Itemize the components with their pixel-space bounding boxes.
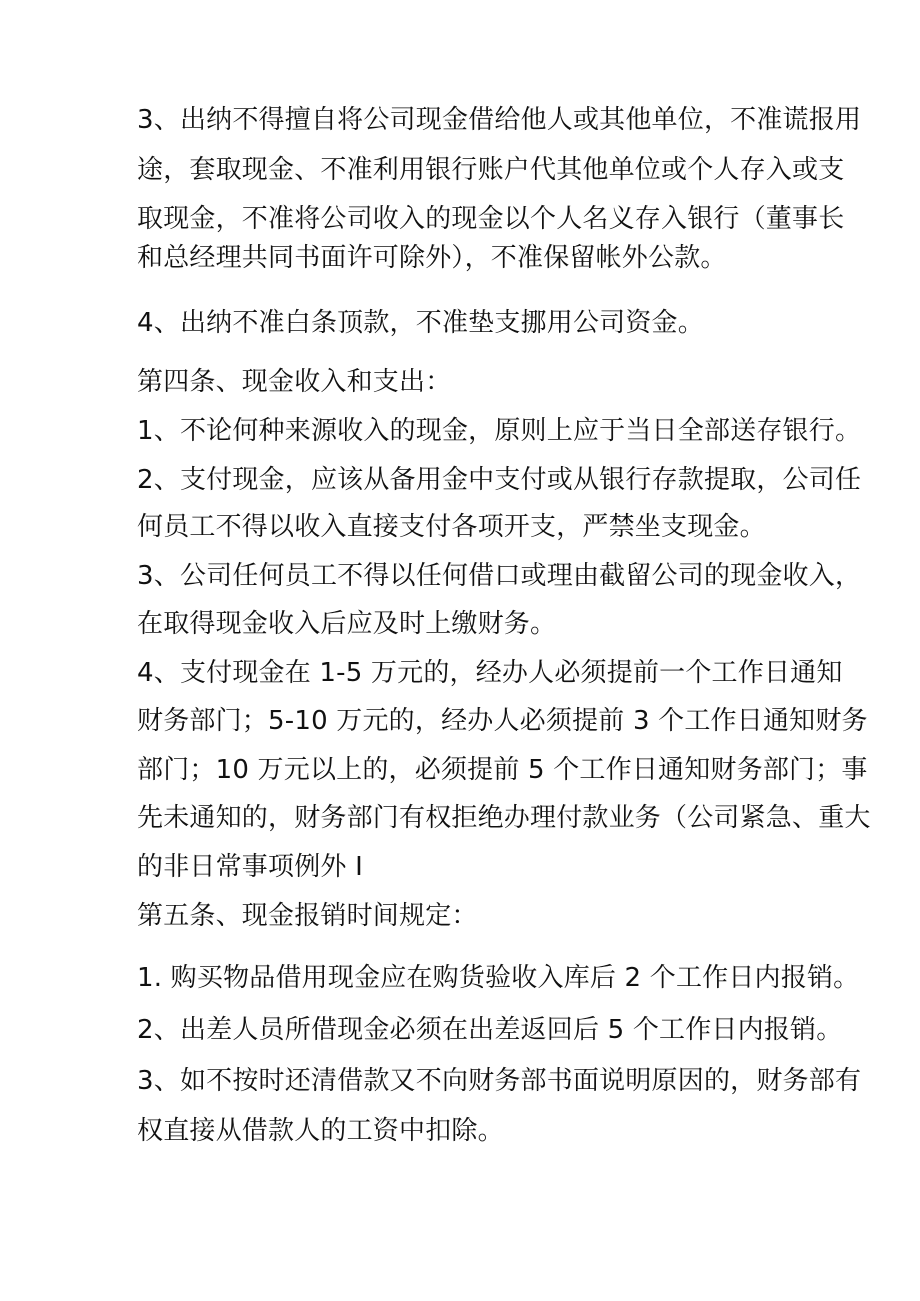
text-line: 3、公司任何员工不得以任何借口或理由截留公司的现金收入， [137, 561, 862, 591]
text-line: 取现金，不准将公司收入的现金以个人名义存入银行（董事长 [137, 204, 845, 234]
text-line: 2、支付现金，应该从备用金中支付或从银行存款提取，公司任 [137, 465, 862, 495]
text-line: 和总经理共同书面许可除外），不准保留帐外公款。 [137, 243, 727, 273]
text-line: 4、支付现金在 1-5 万元的，经办人必须提前一个工作日通知 [137, 658, 843, 688]
text-line: 部门；10 万元以上的，必须提前 5 个工作日通知财务部门；事 [137, 755, 868, 785]
text-line: 3、如不按时还清借款又不向财务部书面说明原因的，财务部有 [137, 1066, 862, 1096]
text-line: 财务部门；5-10 万元的，经办人必须提前 3 个工作日通知财务 [137, 706, 868, 736]
section-heading: 第五条、现金报销时间规定： [137, 901, 478, 931]
text-line: 权直接从借款人的工资中扣除。 [137, 1116, 504, 1146]
text-line: 何员工不得以收入直接支付各项开支，严禁坐支现金。 [137, 512, 766, 542]
text-line: 1. 购买物品借用现金应在购货验收入库后 2 个工作日内报销。 [137, 963, 860, 993]
text-line: 2、出差人员所借现金必须在出差返回后 5 个工作日内报销。 [137, 1015, 843, 1045]
text-line: 3、出纳不得擅自将公司现金借给他人或其他单位，不准谎报用 [137, 105, 862, 135]
text-line: 在取得现金收入后应及时上缴财务。 [137, 609, 557, 639]
text-line: 先未通知的，财务部门有权拒绝办理付款业务（公司紧急、重大 [137, 803, 871, 833]
text-line: 途，套取现金、不准利用银行账户代其他单位或个人存入或支 [137, 155, 845, 185]
text-line: 4、出纳不准白条顶款，不准垫支挪用公司资金。 [137, 308, 704, 338]
text-line: 的非日常事项例外 I [137, 852, 363, 882]
section-heading: 第四条、现金收入和支出： [137, 367, 452, 397]
text-line: 1、不论何种来源收入的现金，原则上应于当日全部送存银行。 [137, 416, 862, 446]
